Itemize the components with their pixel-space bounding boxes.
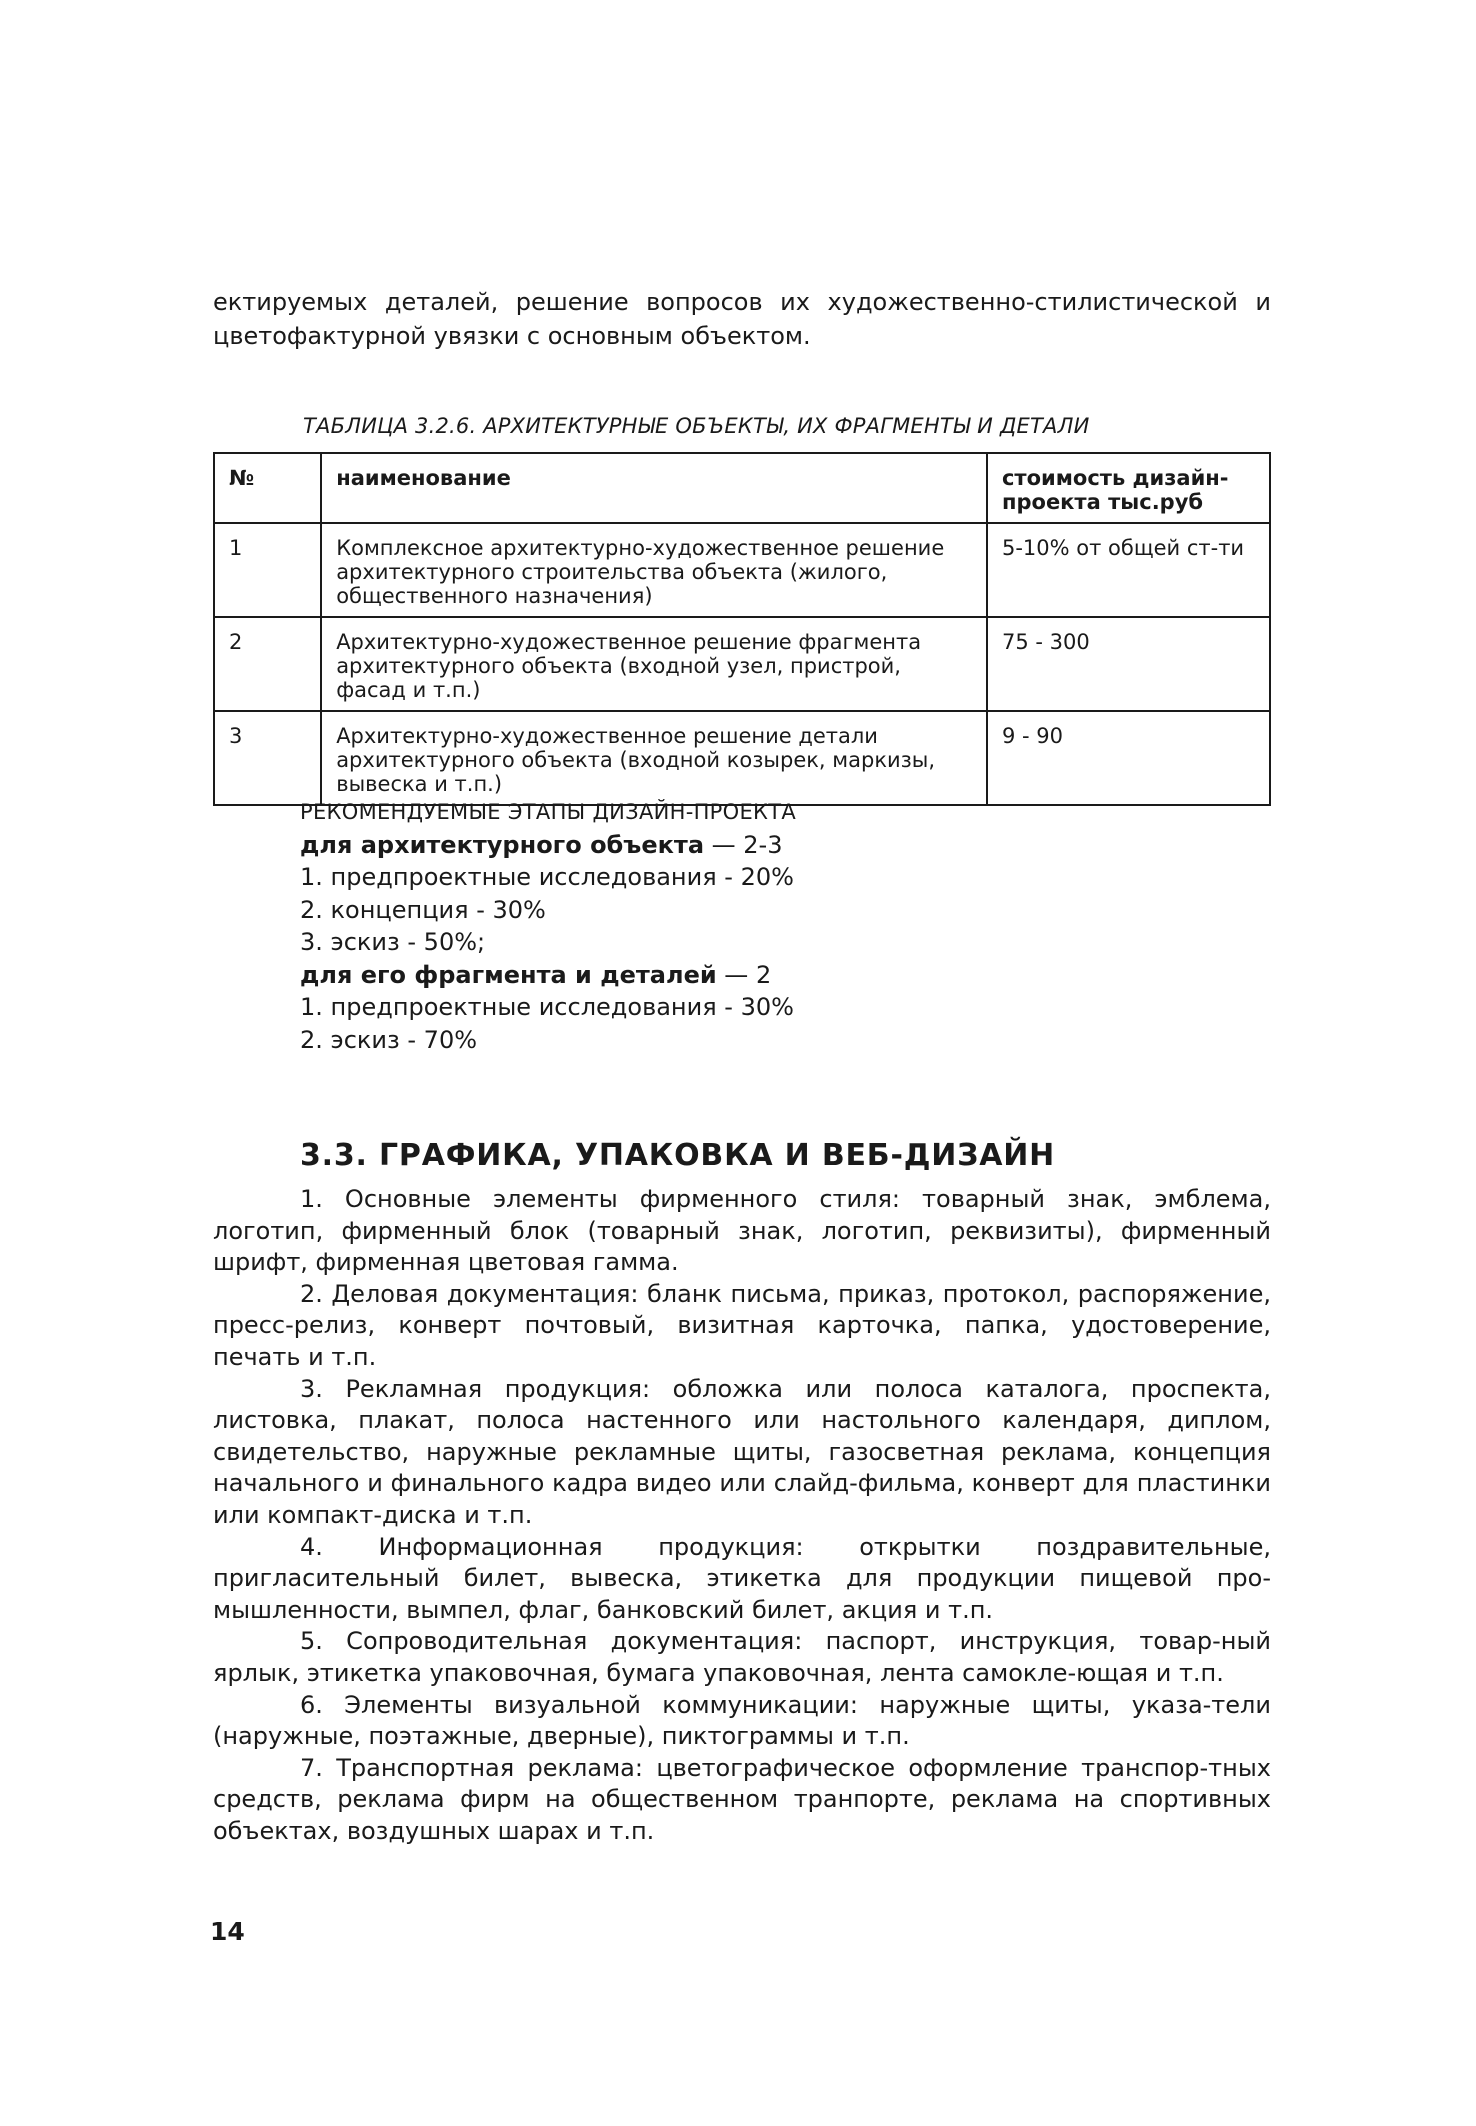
section-body — [213, 1184, 1271, 1847]
intro-paragraph: ектируемых деталей, решение вопросов их художественно-стилистической и цветофактурной увязки с основным объектом. — [213, 288, 1271, 350]
row-num: 2 — [214, 617, 321, 711]
row-name: Комплексное архитектурно-художественное решение архитектурного строительства объекта (жилого, общественного назначения) — [321, 523, 987, 617]
table-row — [214, 523, 1270, 617]
stage-group-label: для архитектурного объекта — [300, 830, 705, 859]
section-paragraph: 1. Основные элементы фирменного стиля: товарный знак, эмблема, логотип, фирменный блок (товарный знак, логотип, реквизиты), фирменный шрифт, фирменная цветовая гамма. — [213, 1185, 1271, 1277]
section-paragraph: 4. Информационная продукция: открытки поздравительные, пригласительный билет, вывеска, этикетка для продукции пищевой про-мышленности, вымпел, флаг, банковский билет, акция и т.п. — [213, 1532, 1271, 1624]
header-name: наименование — [321, 453, 987, 523]
table-caption: ТАБЛИЦА 3.2.6. АРХИТЕКТУРНЫЕ ОБЪЕКТЫ, ИХ ФРАГМЕНТЫ И ДЕТАЛИ — [303, 414, 1090, 438]
row-cost: 5-10% от общей ст-ти — [987, 523, 1270, 617]
stage-group-value: 2 — [755, 960, 772, 989]
row-cost: 9 - 90 — [987, 711, 1270, 805]
stage-group-fragment — [300, 959, 1200, 992]
section-paragraph: 3. Рекламная продукция: обложка или полоса каталога, проспекта, листовка, плакат, полоса настенного или настольного календаря, диплом, свидетельство, наружные рекламные щиты, газосветная реклама, концепция начального и финального кадра видео или слайд-фильма, конверт для пластинки или компакт-диска и т.п. — [213, 1374, 1271, 1529]
section-title: 3.3. ГРАФИКА, УПАКОВКА И ВЕБ-ДИЗАЙН — [300, 1138, 1056, 1173]
header-cost: стоимость дизайн-проекта тыс.руб — [987, 453, 1270, 523]
stage-group-dash: — — [716, 960, 756, 989]
pricing-table — [213, 452, 1271, 806]
stage-group-dash: — — [704, 830, 744, 859]
stage-group-label: для его фрагмента и деталей — [300, 960, 717, 989]
table-row — [214, 711, 1270, 805]
table-header-row — [214, 453, 1270, 523]
stage-item: 1. предпроектные исследования - 20% — [300, 863, 794, 891]
recommended-stages — [300, 796, 1200, 1056]
section-paragraph: 2. Деловая документация: бланк письма, приказ, протокол, распоряжение, пресс-релиз, конверт почтовый, визитная карточка, папка, удостоверение, печать и т.п. — [213, 1279, 1271, 1371]
row-name: Архитектурно-художественное решение детали архитектурного объекта (входной козырек, маркизы, вывеска и т.п.) — [321, 711, 987, 805]
stage-group-value: 2-3 — [743, 830, 783, 859]
section-paragraph: 6. Элементы визуальной коммуникации: наружные щиты, указа-тели (наружные, поэтажные, дверные), пиктограммы и т.п. — [213, 1690, 1271, 1751]
stage-item: 1. предпроектные исследования - 30% — [300, 993, 794, 1021]
stage-item: 2. эскиз - 70% — [300, 1025, 478, 1054]
stages-heading: РЕКОМЕНДУЕМЫЕ ЭТАПЫ ДИЗАЙН-ПРОЕКТА — [300, 800, 797, 824]
stage-item: 2. концепция - 30% — [300, 895, 546, 924]
row-name: Архитектурно-художественное решение фрагмента архитектурного объекта (входной узел, пристрой, фасад и т.п.) — [321, 617, 987, 711]
page-number: 14 — [210, 1917, 245, 1946]
table-row — [214, 617, 1270, 711]
stage-group-architectural — [300, 829, 1200, 862]
section-paragraph: 7. Транспортная реклама: цветографическое оформление транспор-тных средств, реклама фирм на общественном транпорте, реклама на спортивных объектах, воздушных шарах и т.п. — [213, 1753, 1271, 1845]
section-paragraph: 5. Сопроводительная документация: паспорт, инструкция, товар-ный ярлык, этикетка упаковочная, бумага упаковочная, лента самокле-ющая и т.п. — [213, 1627, 1271, 1687]
row-num: 1 — [214, 523, 321, 617]
stage-item: 3. эскиз - 50%; — [300, 928, 486, 956]
row-cost: 75 - 300 — [987, 617, 1270, 711]
header-num: № — [214, 453, 321, 523]
row-num: 3 — [214, 711, 321, 805]
